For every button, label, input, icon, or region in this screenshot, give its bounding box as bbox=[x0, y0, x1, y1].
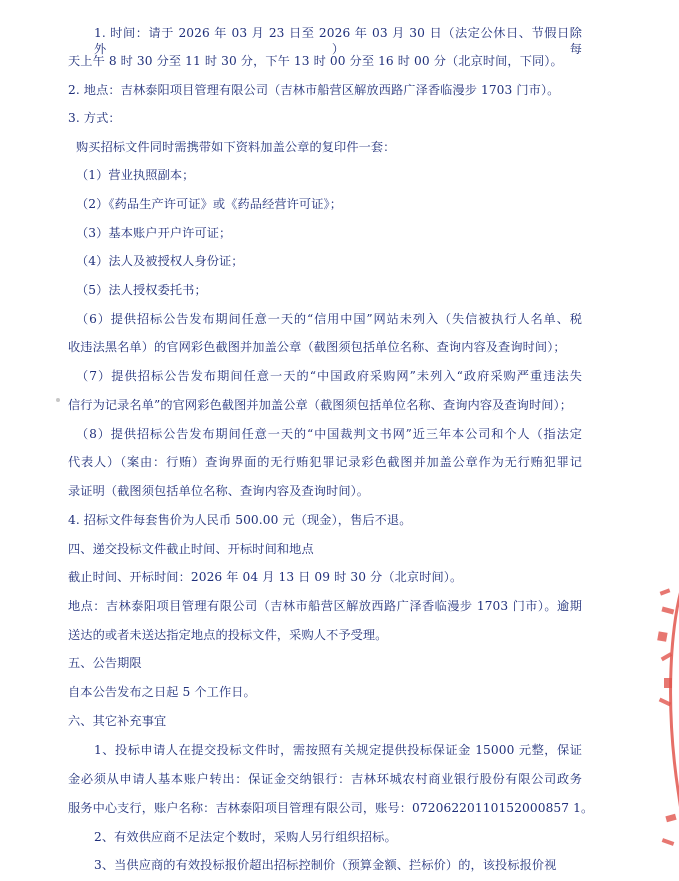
text-line: （4）法人及被授权人身份证； bbox=[76, 254, 244, 268]
text-line: 2、有效供应商不足法定个数时，采购人另行组织招标。 bbox=[94, 830, 397, 844]
scan-speck bbox=[56, 398, 60, 402]
text-line: 1、投标申请人在提交投标文件时，需按照有关规定提供投标保证金 15000 元整，保证 bbox=[94, 743, 582, 757]
text-line: （8）提供招标公告发布期间任意一天的“中国裁判文书网”近三年本公司和个人（指法定 bbox=[76, 427, 582, 441]
text-line: 收违法黑名单）的官网彩色截图并加盖公章（截图须包括单位名称、查询内容及查询时间）； bbox=[68, 340, 566, 354]
text-line: （5）法人授权委托书； bbox=[76, 283, 207, 297]
text-line: 自本公告发布之日起 5 个工作日。 bbox=[68, 685, 256, 699]
text-line: 截止时间、开标时间：2026 年 04 月 13 日 09 时 30 分（北京时间）。 bbox=[68, 570, 463, 584]
text-line: 送达的或者未送达指定地点的投标文件，采购人不予受理。 bbox=[68, 628, 388, 642]
text-line: 代表人）（案由：行贿）查询界面的无行贿犯罪记录彩色截图并加盖公章作为无行贿犯罪记 bbox=[68, 455, 582, 469]
text-line: （3）基本账户开户许可证； bbox=[76, 226, 232, 240]
text-line: 服务中心支行，账户名称：吉林泰阳项目管理有限公司，账号：07206220110152000857 1。 bbox=[68, 801, 594, 815]
text-line: 3、当供应商的有效投标报价超出招标控制价（预算金额、拦标价）的，该投标报价视 bbox=[94, 858, 557, 872]
text-line: 1. 时间：请于 2026 年 03 月 23 日至 2026 年 03 月 30 日（法定公休日、节假日除外）每 bbox=[94, 26, 582, 56]
text-line: （7）提供招标公告发布期间任意一天的“中国政府采购网”未列入“政府采购严重违法失 bbox=[76, 369, 582, 383]
text-line: 2. 地点：吉林泰阳项目管理有限公司（吉林市船营区解放西路广泽香临漫步 1703 门市）。 bbox=[68, 83, 560, 97]
text-line: 3. 方式： bbox=[68, 111, 121, 125]
text-line: 天上午 8 时 30 分至 11 时 30 分，下午 13 时 00 分至 16 时 00 分（北京时间，下同）。 bbox=[68, 54, 563, 68]
text-line: 信行为记录名单”的官网彩色截图并加盖公章（截图须包括单位名称、查询内容及查询时间）； bbox=[68, 398, 573, 412]
section-heading: 五、公告期限 bbox=[68, 656, 142, 670]
text-line: 4. 招标文件每套售价为人民币 500.00 元（现金），售后不退。 bbox=[68, 513, 412, 527]
text-line: （2）《药品生产许可证》或《药品经营许可证》； bbox=[76, 197, 342, 211]
text-line: 购买招标文件同时需携带如下资料加盖公章的复印件一套： bbox=[76, 140, 396, 154]
section-heading: 四、递交投标文件截止时间、开标时间和地点 bbox=[68, 542, 314, 556]
section-heading: 六、其它补充事宜 bbox=[68, 714, 167, 728]
text-line: 金必须从申请人基本账户转出：保证金交纳银行：吉林环城农村商业银行股份有限公司政务 bbox=[68, 772, 582, 786]
text-line: （6）提供招标公告发布期间任意一天的“信用中国”网站未列入（失信被执行人名单、税 bbox=[76, 312, 582, 326]
text-line: （1）营业执照副本； bbox=[76, 168, 195, 182]
red-seal-stamp bbox=[648, 560, 679, 880]
text-line: 地点：吉林泰阳项目管理有限公司（吉林市船营区解放西路广泽香临漫步 1703 门市）。逾期 bbox=[68, 599, 582, 613]
text-line: 录证明（截图须包括单位名称、查询内容及查询时间）。 bbox=[68, 484, 370, 498]
